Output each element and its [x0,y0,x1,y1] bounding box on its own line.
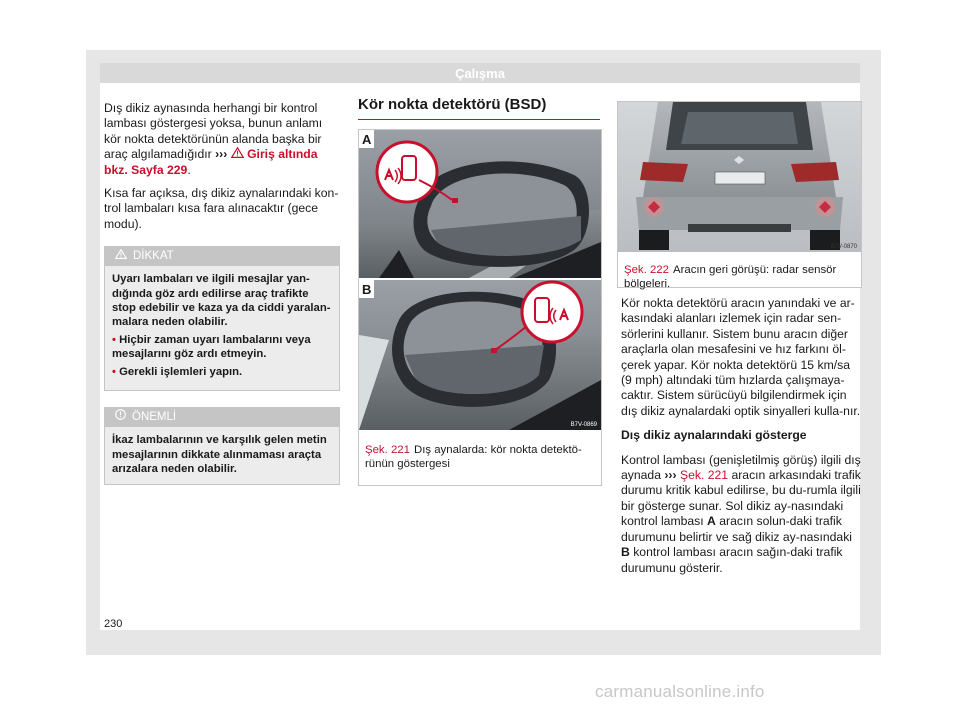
subheading-mirror-indicator: Dış dikiz aynalarındaki gösterge [621,428,807,443]
figure-code: B7V-0870 [830,244,857,250]
figure-caption: Şek. 222 Aracın geri görüşü: radar sensör bölgeleri. [624,264,837,291]
warning-triangle-icon [115,247,127,266]
column-left [104,101,340,485]
notice-body: İkaz lambalarının ve karşılık gelen metin mesajlarının dikkate alınmaması araçta arızalara neden olabilir. [105,427,339,484]
page-number: 230 [104,618,123,630]
paragraph-bsd-description: Kör nokta detektörü aracın yanındaki ve ar-kasındaki alanları izlemek için radar sen-sörlerini kullanır. Sistem bunu aracın diğer araçlarla olan mesafesini ve hız farkını öl-çerek yapar. Kör nokta detektörü 15 km/sa (9 mph) altındaki tüm hızlarda çalışmaya-caktır. Sistem sürücüyü bilgilendirmek için dış dikiz aynalardaki optik sinyalleri kulla-nır. [621,296,861,418]
car-rear-illustration [618,102,861,252]
figure-label-b: B [362,282,372,297]
warning-body: Uyarı lambaları ve ilgili mesajlar yan-dığında göz ardı edilirse araç trafikte stop edebilir ve kaza ya da ciddi yaralan-malara neden olabilir. • Hiçbir zaman uyarı lambalarını veya mesajlarını göz ardı etmeyin. • Gerekli işlemleri yapın. [105,266,339,390]
info-circle-icon [115,408,126,427]
section-title: Kör nokta detektörü (BSD) [358,96,600,120]
figure-label-a: A [362,132,372,147]
paragraph-no-indicator: Dış dikiz aynasında herhangi bir kontrol lambası göstergesi yoksa, bunun anlamı kör nokta detektörünün alanda başka bir araç algılamadığıdır ››› Giriş altında bkz. Sayfa 229. [104,101,323,177]
link-intro-page[interactable]: Giriş altında bkz. Sayfa 229 [104,147,318,177]
warning-triangle-icon [231,147,247,161]
notice-box [104,407,340,485]
figure-222 [617,101,862,291]
watermark: carmanualsonline.info [595,682,765,701]
warning-bullet: • Gerekli işlemleri yapın. [112,365,243,378]
paragraph-night-mode: Kısa far açıksa, dış dikiz aynalarındaki kon-trol lambaları kısa fara alınacaktır (gece modu). [104,186,339,231]
column-middle [358,96,600,120]
figure-221 [358,129,602,486]
paragraph-indicator-description: Kontrol lambası (genişletilmiş görüş) ilgili dış aynada ››› Şek. 221 aracın arkasındaki trafik durumu kritik kabul edilirse, bu du-rumla ilgili bir gösterge sunar. Sol dikiz ay-nasındaki kontrol lambası A aracın solun-daki trafik durumunu belirtir ve sağ dikiz ay-nasındaki B kontrol lambası aracın sağın-daki trafik durumunu gösterir. [621,452,861,575]
page-title: Çalışma [455,66,505,81]
xref-arrow: ››› [215,147,228,162]
warning-box [104,246,340,391]
notice-header: ÖNEMLİ [105,408,339,427]
link-figure-221[interactable]: Şek. 221 [679,468,729,483]
figure-caption: Şek. 221 Dış aynalarda: kör nokta detektö-rünün göstergesi [365,444,582,471]
warning-header: DİKKAT [105,247,339,266]
column-right-text [621,296,861,585]
warning-bullet: • Hiçbir zaman uyarı lambalarını veya mesajlarını göz ardı etmeyin. [112,333,311,361]
xref-arrow: ››› [664,468,677,483]
mirror-indicator-illustration [359,130,601,430]
figure-code: B7V-0869 [570,422,597,428]
